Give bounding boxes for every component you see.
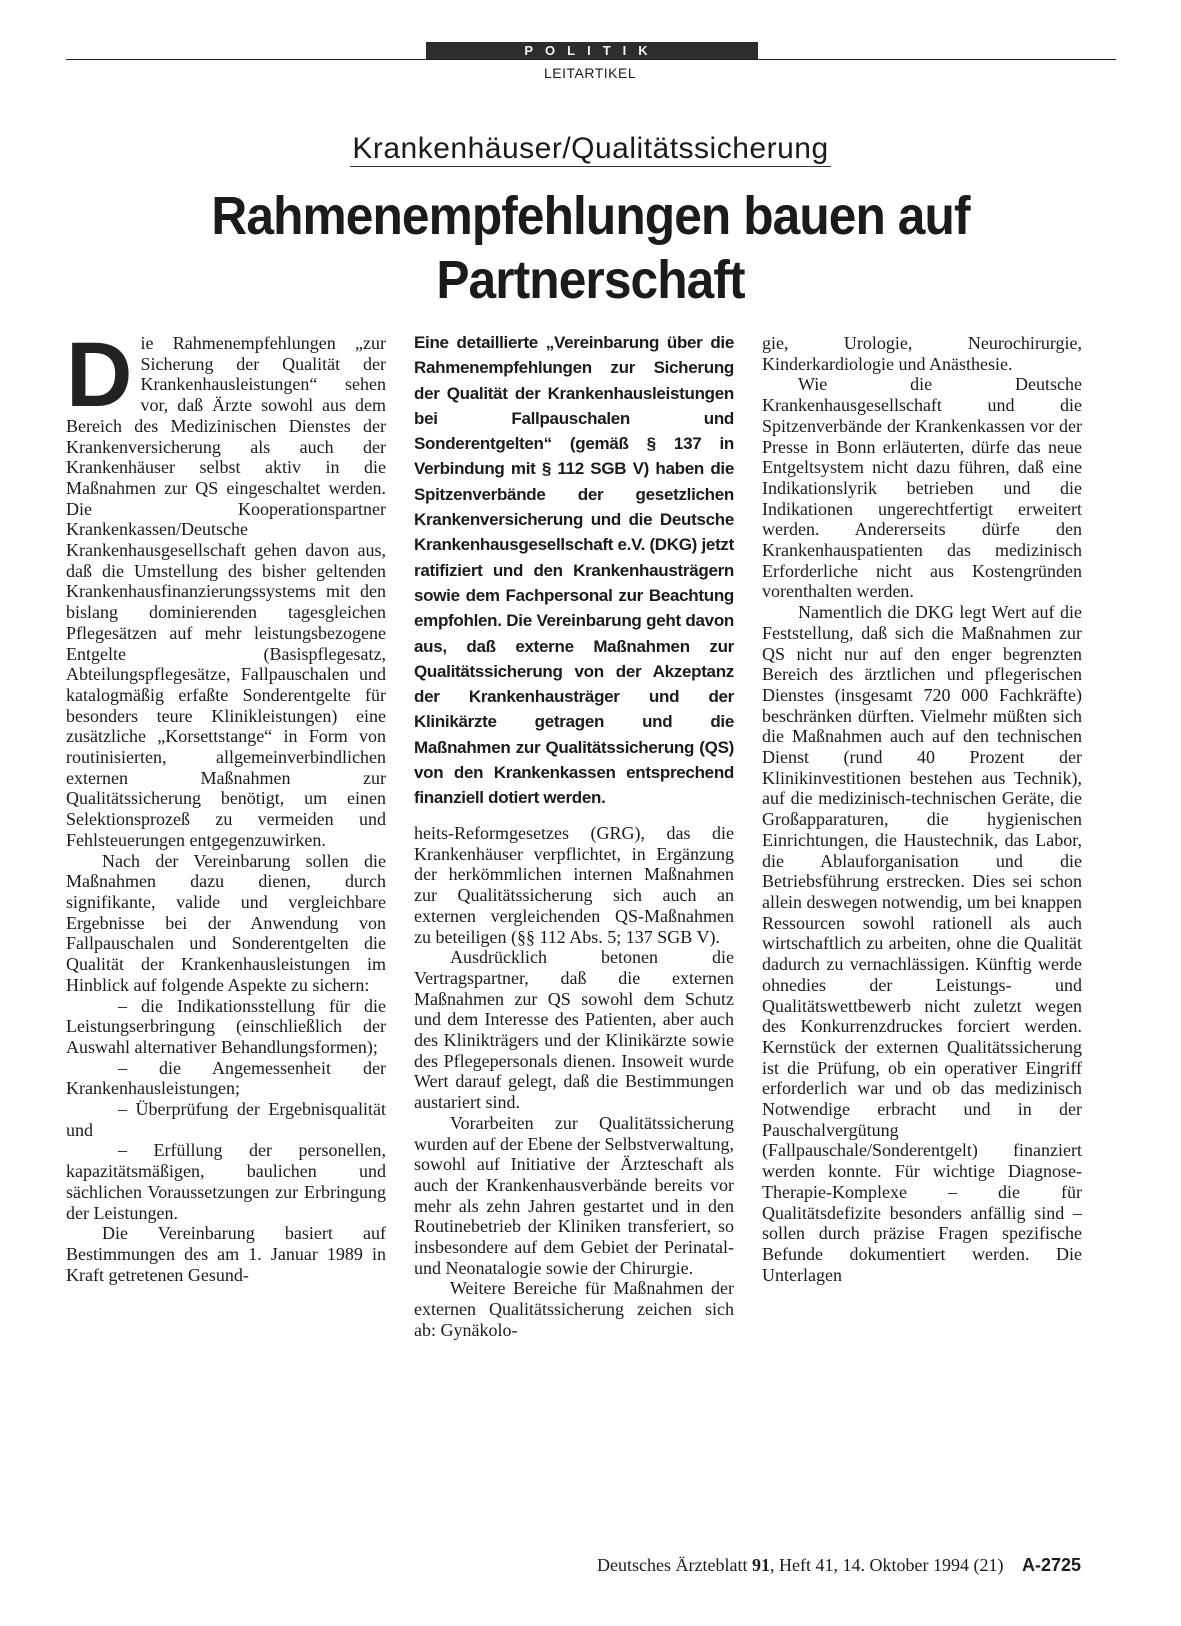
list-item: – Erfüllung der personellen, kapazitätsmäßigen, baulichen und sächlichen Voraussetzungen zur Erbringung der Leistungen.: [66, 1140, 386, 1223]
paragraph: Ausdrücklich betonen die Vertragspartner, daß die externen Maßnahmen zur QS sowohl dem Schutz und dem Interesse des Patienten, aber auch des Klinikträgers und der Klinikärzte sowie des Pflegepersonals dienen. Insoweit wurde Wert darauf gelegt, daß die Bestimmungen austariert sind.: [414, 947, 734, 1113]
journal-volume: 91: [751, 1555, 770, 1575]
kicker-text: Krankenhäuser/Qualitätssicherung: [352, 132, 829, 165]
lead-paragraph: Eine detaillierte „Vereinbarung über die Rahmenempfehlungen zur Sicherung der Qualität der Krankenhausleistungen bei Fallpauschalen und Sonderentgelten“ (gemäß § 137 in Verbindung mit § 112 SGB V) haben die Spitzenverbände der gesetzlichen Krankenversicherung und die Deutsche Krankenhausgesellschaft e.V. (DKG) jetzt ratifiziert und den Krankenhausträgern sowie dem Fachpersonal zur Beachtung empfohlen. Die Vereinbarung geht davon aus, daß externe Maßnahmen zur Qualitätssicherung von der Akzeptanz der Krankenhausträger und der Klinikärzte getragen und die Maßnahmen zur Qualitätssicherung (QS) von den Krankenkassen entsprechend finanziell dotiert werden.: [414, 333, 734, 808]
article-headline: [47, 184, 1134, 312]
drop-cap: D: [66, 324, 133, 426]
list-item: – die Indikationsstellung für die Leistungserbringung (einschließlich der Auswahl alternativer Behandlungsformen);: [66, 995, 386, 1057]
journal-issue: , Heft 41, 14. Oktober 1994 (21): [769, 1555, 1004, 1575]
text-column-1: [66, 324, 386, 1285]
paragraph: gie, Urologie, Neurochirurgie, Kinderkardiologie und Anästhesie.: [762, 333, 1082, 374]
text-column-2: [414, 823, 734, 1341]
paragraph: Wie die Deutsche Krankenhausgesellschaft und die Spitzenverbände der Krankenkassen vor der Presse in Bonn erläuterten, dürfe das neue Entgeltsystem nicht dazu führen, daß eine Indikationslyrik betrieben und die Indikationen ungerechtfertigt erweitert werden. Andererseits dürfe den Krankenhauspatienten das medizinisch Erforderliche nicht aus Kostengründen vorenthalten werden.: [762, 374, 1082, 602]
page-footer: [597, 1555, 1081, 1576]
headline-line-2: Partnerschaft: [436, 250, 745, 310]
paragraph: heits-Reformgesetzes (GRG), das die Krankenhäuser verpflichtet, in Ergänzung der herkömmlichen internen Maßnahmen zur Qualitätssicherung sich auch an externen vergleichenden QS-Maßnahmen zu beteiligen (§§ 112 Abs. 5; 137 SGB V).: [414, 823, 734, 947]
article-kicker: [0, 132, 1181, 166]
page-number: A-2725: [1021, 1555, 1081, 1575]
paragraph: ie Rahmenempfehlungen „zur Sicherung der Qualität der Krankenhausleistungen“ sehen vor, daß Ärzte sowohl aus dem Bereich des Medizinischen Dienstes der Krankenversicherung als auch der Krankenhäuser selbst aktiv in die Maßnahmen zur QS eingeschaltet werden. Die Kooperationspartner Krankenkassen/Deutsche Krankenhausgesellschaft gehen davon aus, daß die Umstellung des bisher geltenden Krankenhausfinanzierungssystems mit den bislang dominierenden tagesgleichen Pflegesätzen auf mehr leistungsbezogene Entgelte (Basispflegesatz, Abteilungspflegesätze, Fallpauschalen und katalogmäßig erfaßte Sonderentgelte für besonders teure Klinikleistungen) eine zusätzliche „Korsettstange“ in Form von routinisierten, allgemeinverbindlichen externen Maßnahmen zur Qualitätssicherung benötigt, um einen Selektionsprozeß zu vermeiden und Fehlsteuerungen entgegenzuwirken.: [66, 333, 386, 850]
paragraph: Nach der Vereinbarung sollen die Maßnahmen dazu dienen, durch signifikante, valide und vergleichbare Ergebnisse bei der Anwendung von Fallpauschalen und Sonderentgelten die Qualität der Krankenhausleistungen im Hinblick auf folgende Aspekte zu sichern:: [66, 850, 386, 995]
paragraph: Vorarbeiten zur Qualitätssicherung wurden auf der Ebene der Selbstverwaltung, sowohl auf Initiative der Ärzteschaft als auch der Krankenhausverbände bereits vor mehr als zehn Jahren gestartet und in den Routinebetrieb der Kliniken transferiert, so insbesondere auf dem Gebiet der Perinatal- und Neonatalogie sowie der Chirurgie.: [414, 1112, 734, 1278]
list-item: – Überprüfung der Ergebnisqualität und: [66, 1099, 386, 1140]
header-rule: [66, 59, 1116, 60]
text-column-3: [762, 333, 1082, 1285]
paragraph: Namentlich die DKG legt Wert auf die Feststellung, daß sich die Maßnahmen zur QS nicht nur auf den enger begrenzten Bereich des ärztlichen und pflegerischen Dienstes (insgesamt 720 000 Fachkräfte) beschränken dürften. Vielmehr müßten sich die Maßnahmen auch auf den technischen Dienst (rund 40 Prozent der Klinikinvestitionen bestehen aus Technik), auf die medizinisch-technischen Geräte, die Großapparaturen, die hygienischen Einrichtungen, die Haustechnik, das Labor, die Ablauforganisation und die Betriebsführung erstrecken. Dies sei schon allein deswegen notwendig, um bei knappen Ressourcen sowohl rationell als auch wirtschaftlich zu arbeiten, ohne die Qualität dadurch zu vernachlässigen. Künftig werde ohnedies der Leistungs- und Qualitätswettbewerb nicht zuletzt wegen des Konkurrenzdruckes forciert werden. Kernstück der externen Qualitätssicherung ist die Prüfung, ob ein operativer Eingriff erforderlich war und ob das medizinisch Notwendige erbracht und in der Pauschalvergütung (Fallpauschale/Sonderentgelt) finanziert werden konnte. Für wichtige Diagnose-Therapie-Komplexe – die für Qualitätsdefizite besonders anfällig sind – sollen durch präzise Fragen spezifische Befunde dokumentiert werden. Die Unterlagen: [762, 602, 1082, 1285]
journal-name: Deutsches Ärzteblatt: [597, 1555, 748, 1575]
paragraph: Weitere Bereiche für Maßnahmen der externen Qualitätssicherung zeichen sich ab: Gynäkolo-: [414, 1278, 734, 1340]
paragraph: Die Vereinbarung basiert auf Bestimmungen des am 1. Januar 1989 in Kraft getretenen Gesund-: [66, 1223, 386, 1285]
list-item: – die Angemessenheit der Krankenhausleistungen;: [66, 1057, 386, 1099]
section-label: POLITIK: [426, 42, 758, 60]
rubric-label: LEITARTIKEL: [544, 65, 637, 81]
headline-line-1: Rahmenempfehlungen bauen auf: [211, 186, 970, 246]
